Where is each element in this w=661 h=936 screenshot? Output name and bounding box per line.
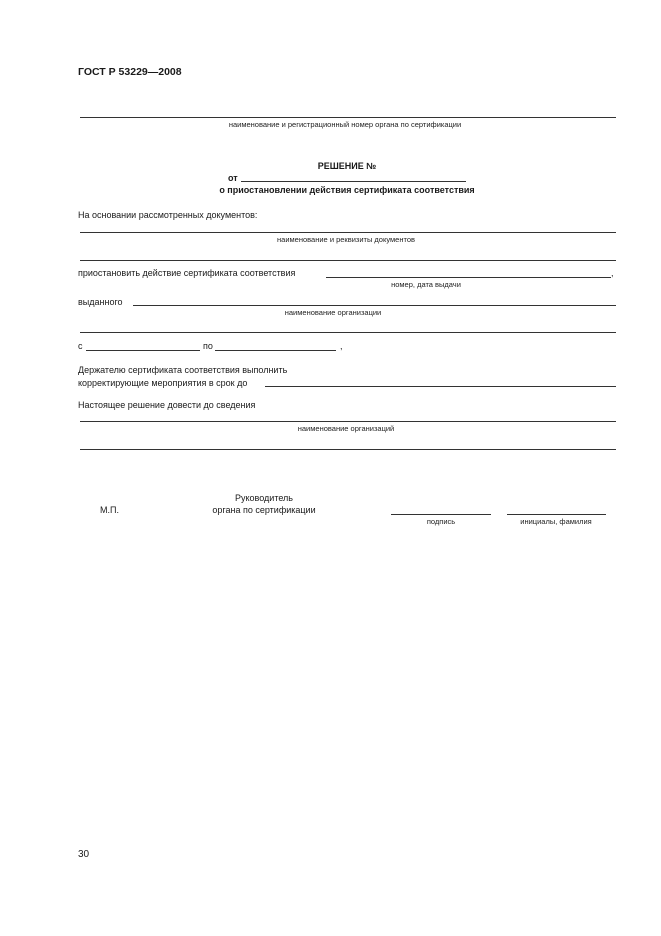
- signature-caption: подпись: [426, 517, 456, 526]
- issued-org-caption: наименование организации: [284, 308, 382, 317]
- body-org-line: [80, 117, 616, 118]
- head-title-line-1: Руководитель: [235, 493, 293, 503]
- issued-org-line-2: [80, 332, 616, 333]
- period-from-label: с: [78, 341, 83, 351]
- period-to-label: по: [203, 341, 213, 351]
- stamp-label: М.П.: [100, 505, 119, 515]
- decision-subject: о приостановлении действия сертификата соответствия: [219, 185, 475, 195]
- body-org-caption: наименование и регистрационный номер органа по сертификации: [228, 120, 462, 129]
- decision-number-line: [241, 181, 466, 182]
- head-title-line-2: органа по сертификации: [212, 505, 316, 515]
- decision-from-label: от: [228, 173, 238, 183]
- basis-docs-caption: наименование и реквизиты документов: [277, 235, 415, 244]
- signature-line: [391, 514, 491, 515]
- basis-docs-line: [80, 232, 616, 233]
- suspend-comma: ,: [611, 268, 614, 278]
- holder-deadline-line: [265, 386, 616, 387]
- suspend-label: приостановить действие сертификата соответствия: [78, 268, 296, 278]
- page-number: 30: [78, 849, 90, 860]
- basis-label: На основании рассмотренных документов:: [78, 210, 258, 220]
- decision-title: РЕШЕНИЕ №: [317, 161, 377, 171]
- certificate-number-line: [326, 277, 611, 278]
- notify-orgs-caption: наименование организаций: [297, 424, 395, 433]
- basis-docs-line-2: [80, 260, 616, 261]
- name-line: [507, 514, 606, 515]
- holder-line-1: Держателю сертификата соответствия выполнить: [78, 365, 288, 375]
- issued-label: выданного: [78, 297, 123, 307]
- issued-org-line: [133, 305, 616, 306]
- name-caption: инициалы, фамилия: [520, 517, 592, 526]
- notify-label: Настоящее решение довести до сведения: [78, 400, 256, 410]
- period-comma: ,: [340, 341, 343, 351]
- notify-orgs-line-2: [80, 449, 616, 450]
- period-to-line: [215, 350, 336, 351]
- period-from-line: [86, 350, 200, 351]
- certificate-number-caption: номер, дата выдачи: [391, 280, 461, 289]
- standard-code: ГОСТ Р 53229—2008: [78, 66, 182, 78]
- holder-line-2: корректирующие мероприятия в срок до: [78, 378, 248, 388]
- notify-orgs-line: [80, 421, 616, 422]
